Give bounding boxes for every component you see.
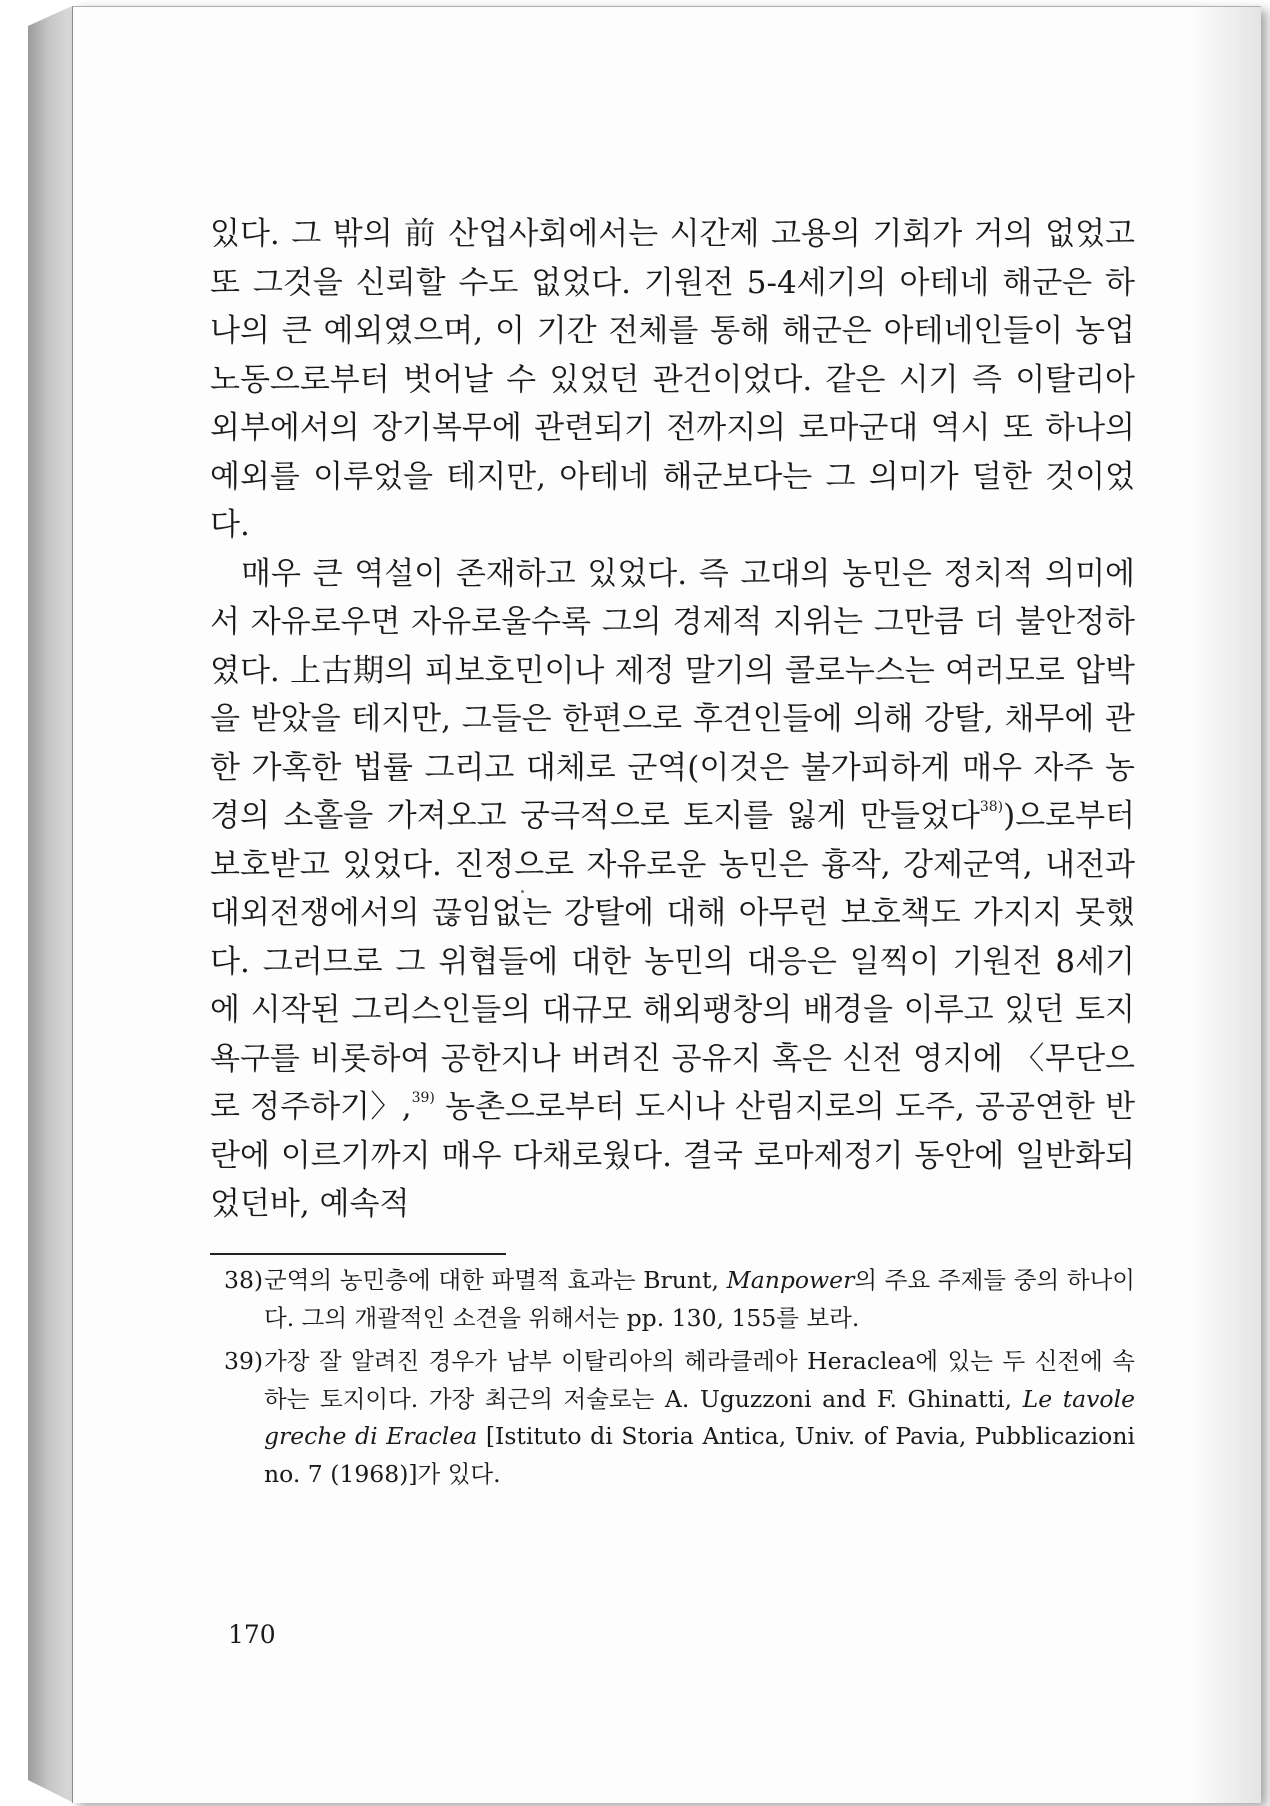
text-run: 있다. 그 밖의 前 산업사회에서는 시간제 고용의 기회가 거의 없었고 또 그것을 신뢰할 수도 없었다. 기원전 5-4세기의 아테네 해군은 하나의 큰 예외였으며, 이 기간 전체를 통해 해군은 아테네인들이 농업노동으로부터 벗어날 수 있었던 관건이었다. 같은 시기 즉 이탈리아 외부에서의 장기복무에 관련되기 전까지의 로마군대 역시 또 하나의 예외를 이루었을 테지만, 아테네 해군보다는 그 의미가 덜한 것이었다. (210, 216, 1135, 543)
footnotes (224, 1262, 1135, 1499)
italic-title: Le tavole greche di Eraclea (264, 1384, 1135, 1450)
text-run: [Istituto di Storia Antica, Univ. of Pavia, Pubblicazioni no. 7 (1968)]가 있다. (264, 1422, 1135, 1488)
footnote (224, 1262, 1135, 1337)
text-run: 군역의 농민층에 대한 파멸적 효과는 Brunt, (264, 1266, 727, 1294)
page-number: 170 (228, 1620, 276, 1649)
ink-speck (521, 890, 524, 893)
footnote-rule (210, 1253, 506, 1255)
body-paragraph (210, 550, 1135, 1229)
page-shadow (1191, 7, 1261, 1803)
book-spine-edge (28, 6, 72, 1802)
text-run: 매우 큰 역설이 존재하고 있었다. 즉 고대의 농민은 정치적 의미에서 자유로우면 자유로울수록 그의 경제적 지위는 그만큼 더 불안정하였다. 上古期의 피보호민이나 제정 말기의 콜로누스는 여러모로 압박을 받았을 테지만, 그들은 한편으로 후견인들에 의해 강탈, 채무에 관한 가혹한 법률 그리고 대체로 군역(이것은 불가피하게 매우 자주 농경의 소홀을 가져오고 궁극적으로 토지를 잃게 만들었다 (210, 555, 1135, 834)
footnote-reference: 38) (979, 799, 1004, 815)
footnote-number: 39) (224, 1347, 264, 1375)
text-run: 농촌으로부터 도시나 산림지로의 도주, 공공연한 반란에 이르기까지 매우 다채로웠다. 결국 로마제정기 동안에 일반화되었던바, 예속적 (210, 1089, 1136, 1222)
italic-title: Manpower (726, 1266, 855, 1294)
footnote-reference: 39) (411, 1090, 435, 1106)
footnote (224, 1343, 1135, 1493)
body-paragraph (210, 210, 1135, 550)
main-text (210, 210, 1135, 1229)
footnote-number: 38) (224, 1266, 264, 1294)
text-run: 가장 잘 알려진 경우가 남부 이탈리아의 헤라클레아 Heraclea에 있는 두 신전에 속하는 토지이다. 가장 최근의 저술로는 A. Uguzzoni and F. Ghinatti, (264, 1347, 1135, 1413)
text-run: 의 주요 주제들 중의 하나이다. 그의 개괄적인 소견을 위해서는 pp. 130, 155를 보라. (264, 1266, 1135, 1332)
text-run: )으로부터 보호받고 있었다. 진정으로 자유로운 농민은 흉작, 강제군역, 내전과 대외전쟁에서의 끊임없는 강탈에 대해 아무런 보호책도 가지지 못했다. 그러므로 그 위협들에 대한 농민의 대응은 일찍이 기원전 8세기에 시작된 그리스인들의 대규모 해외팽창의 배경을 이루고 있던 토지욕구를 비롯하여 공한지나 버려진 공유지 혹은 신전 영지에 〈무단으로 정주하기〉, (210, 798, 1135, 1125)
